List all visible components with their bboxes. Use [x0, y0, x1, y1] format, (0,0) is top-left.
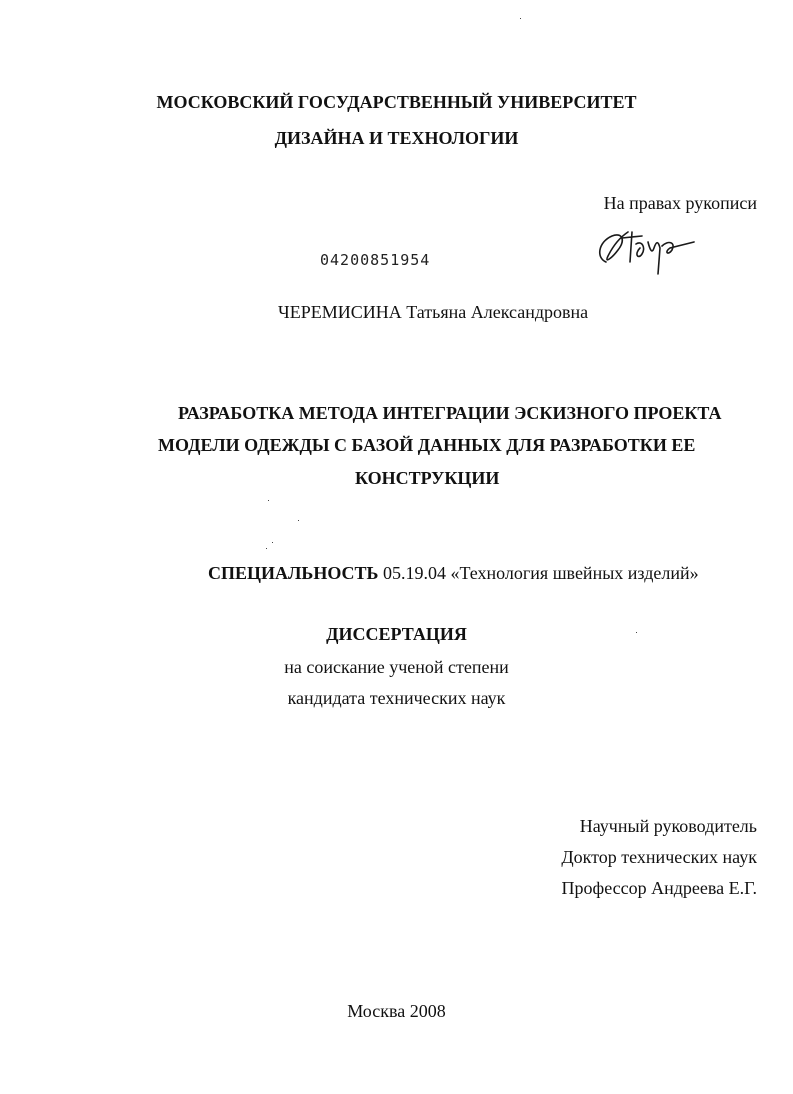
scan-speck: [268, 500, 269, 501]
author-name: [278, 301, 588, 323]
author-given-names: Татьяна Александровна: [406, 302, 589, 322]
scan-speck: [636, 632, 637, 633]
degree-line2: кандидата технических наук: [287, 688, 506, 708]
degree-line1: на соискание ученой степени: [284, 657, 509, 677]
author-surname: ЧЕРЕМИСИНА: [278, 302, 402, 322]
signature-image: [592, 218, 704, 280]
title-line3: КОНСТРУКЦИИ: [355, 468, 500, 488]
scan-speck: [266, 548, 267, 549]
scan-speck: [272, 542, 273, 543]
specialty-line: [208, 562, 699, 584]
supervisor-name: Профессор Андреева Е.Г.: [561, 878, 757, 898]
specialty-label: СПЕЦИАЛЬНОСТЬ: [208, 563, 379, 583]
title-line1: РАЗРАБОТКА МЕТОДА ИНТЕГРАЦИИ ЭСКИЗНОГО ПРОЕКТА: [178, 403, 722, 423]
city-year: Москва 2008: [347, 1001, 446, 1021]
specialty-value: 05.19.04 «Технология швейных изделий»: [382, 563, 699, 583]
document-type-heading: ДИССЕРТАЦИЯ: [326, 624, 467, 644]
university-name-line1: МОСКОВСКИЙ ГОСУДАРСТВЕННЫЙ УНИВЕРСИТЕТ: [156, 92, 637, 112]
catalog-number: 04200851954: [320, 251, 431, 269]
title-line2: МОДЕЛИ ОДЕЖДЫ С БАЗОЙ ДАННЫХ ДЛЯ РАЗРАБОТКИ ЕЕ: [158, 435, 696, 455]
manuscript-note: На правах рукописи: [603, 193, 757, 213]
scan-speck: [298, 520, 299, 521]
university-name-line2: ДИЗАЙНА И ТЕХНОЛОГИИ: [274, 128, 519, 148]
supervisor-degree: Доктор технических наук: [561, 847, 757, 867]
supervisor-title: Научный руководитель: [579, 816, 757, 836]
scan-speck: [520, 18, 521, 19]
